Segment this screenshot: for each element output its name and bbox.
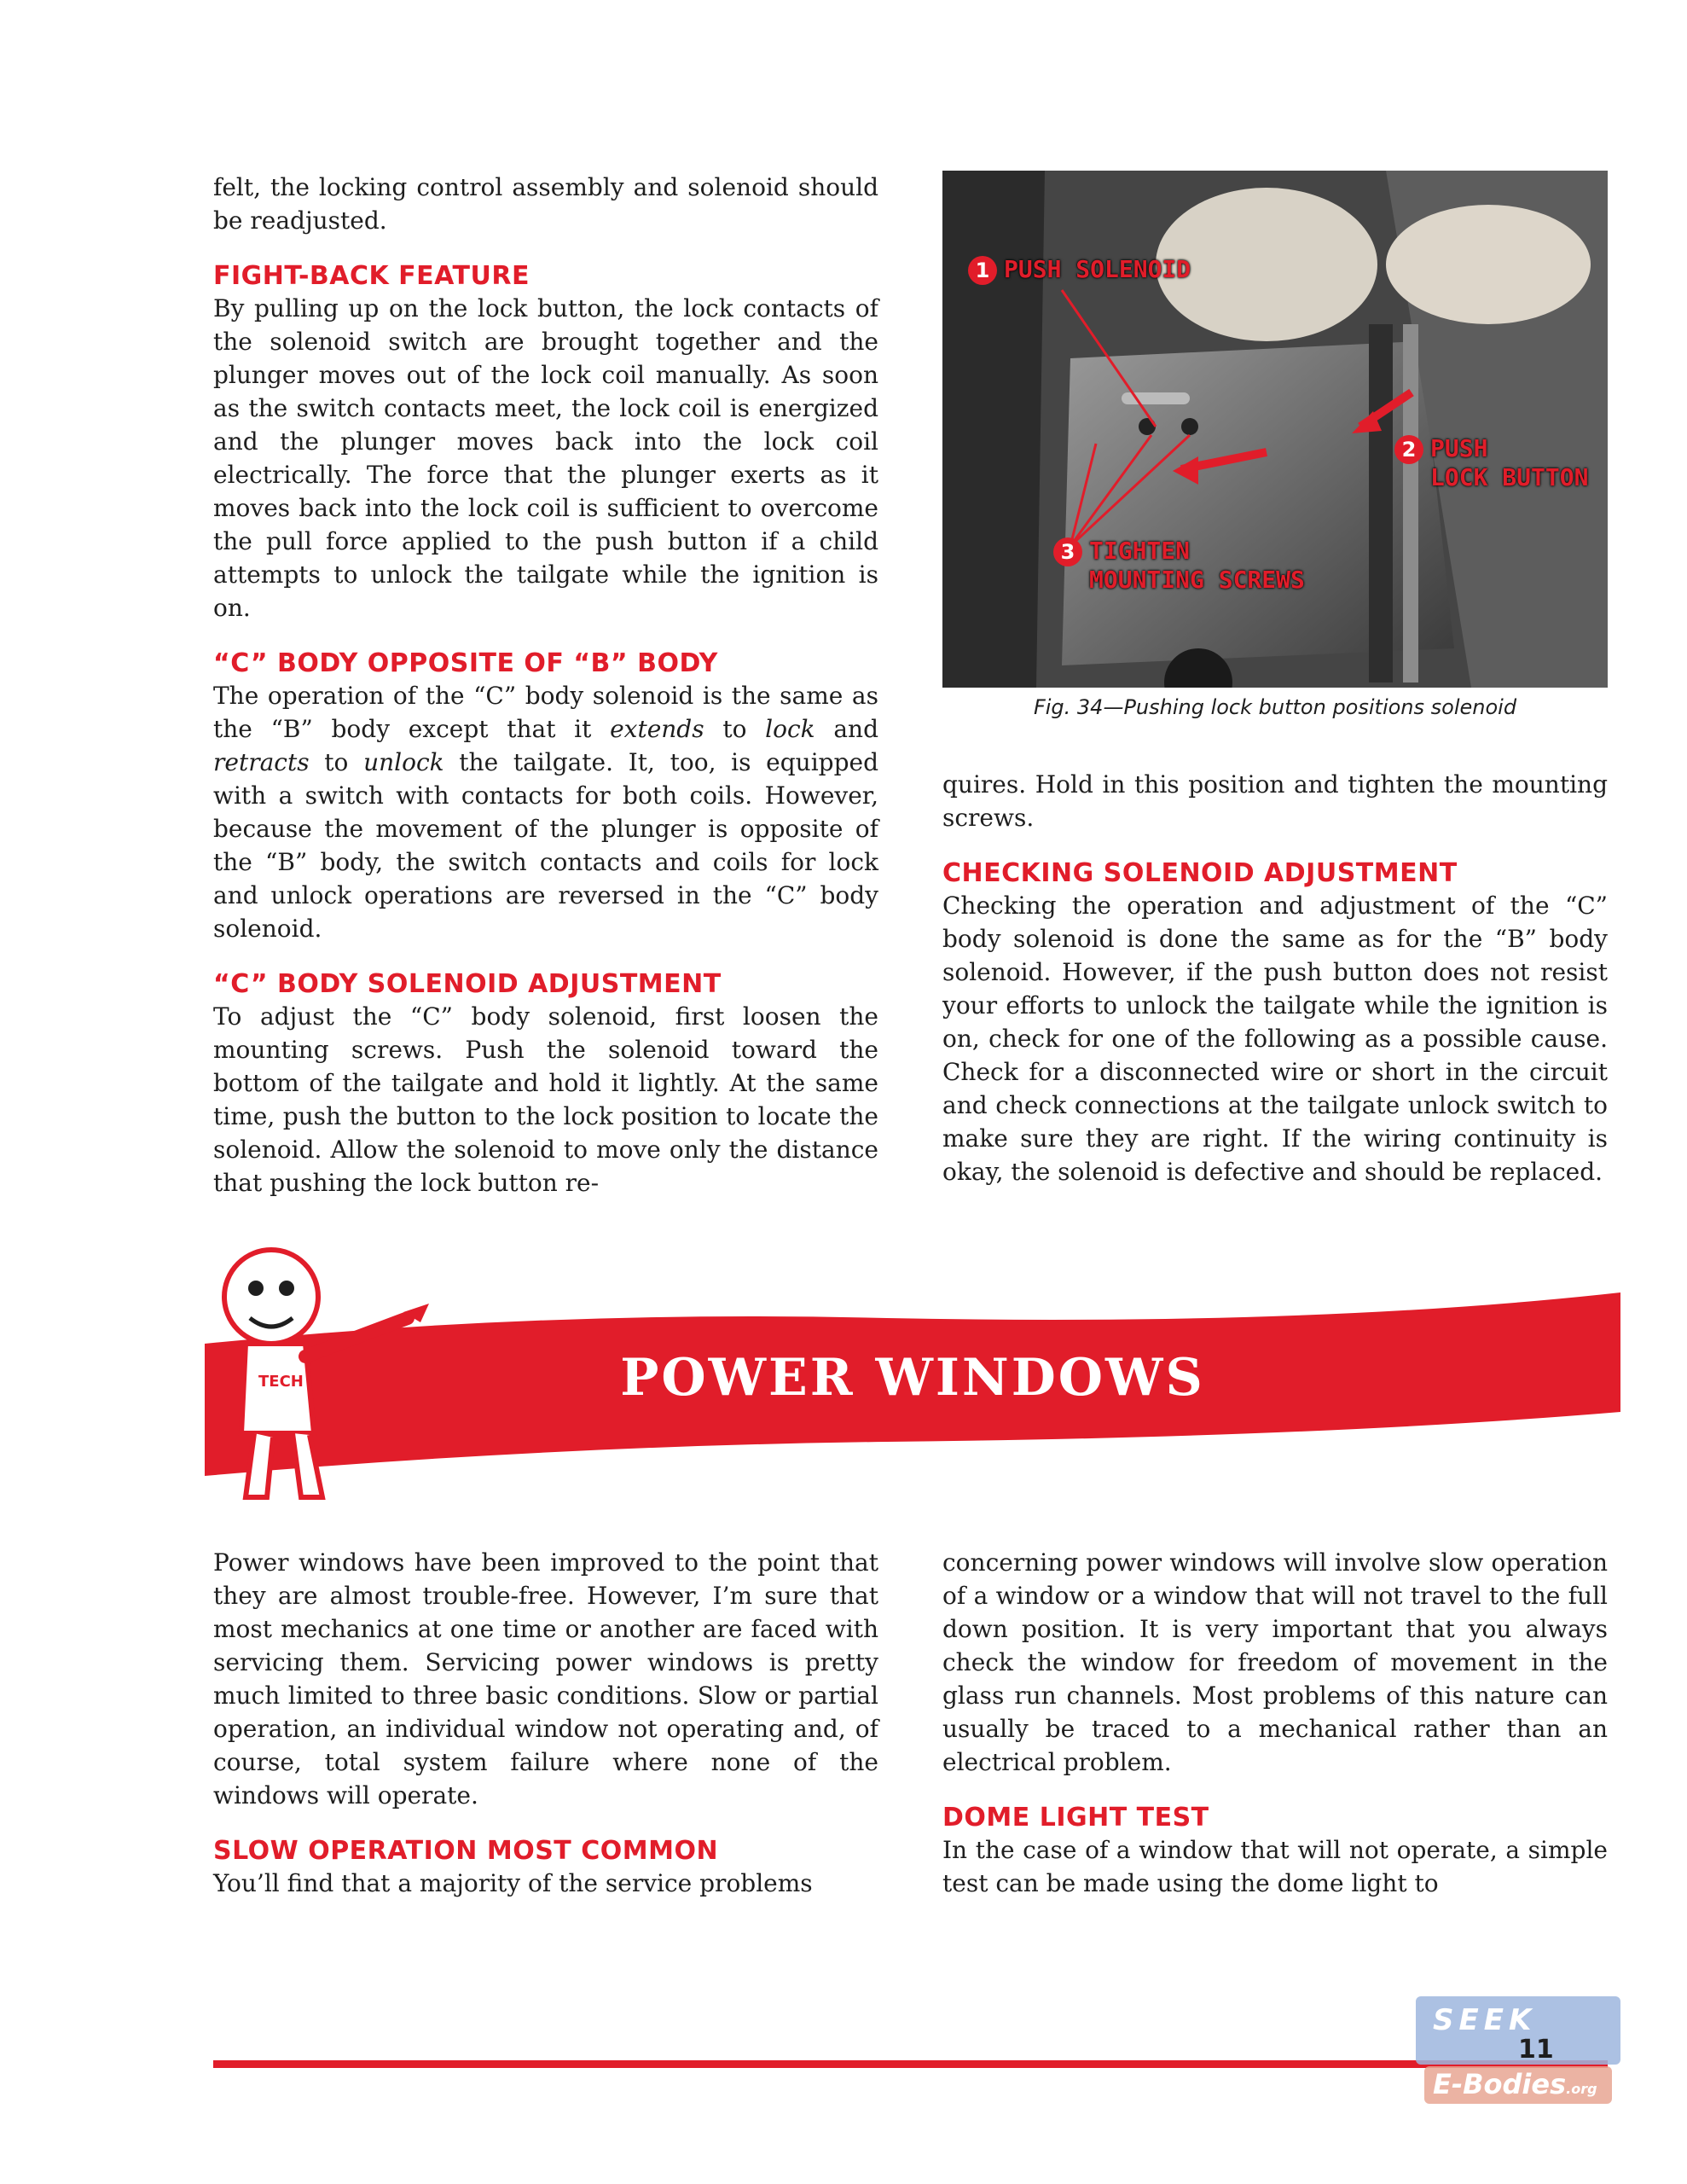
paragraph-checking-adjustment: Checking the operation and adjustment of the “C” body solenoid is done the same as for the “B” body solenoid. However, if the push button does not resist your efforts to unlock the tailgate while the ignition is on, check for one of the following as a possible cause. Check for a disconnected wire or short in the circuit and check connections at the tailgate unlock switch to make sure they are right. If the wiring continuity is okay, the solenoid is defective and should be replaced.	[942, 892, 1608, 1186]
heading-slow-operation: SLOW OPERATION MOST COMMON	[213, 1836, 719, 1866]
hand-right-icon	[1386, 205, 1591, 324]
watermark-text: E-Bodies.org	[1433, 2068, 1597, 2100]
reddy-mascot-icon	[194, 1237, 450, 1510]
svg-text:TECH: TECH	[258, 1373, 304, 1391]
heading-dome-light-test: DOME LIGHT TEST	[942, 1803, 1209, 1833]
figure-photo	[942, 171, 1608, 688]
paragraph-intro: felt, the locking control assembly and solenoid should be readjusted.	[213, 173, 878, 235]
left-column-bottom	[213, 1546, 878, 1900]
paragraph-power-windows-intro: Power windows have been improved to the point that they are almost trouble-free. However, I’m sure that most mechanics at one time or another are faced with servicing them. Servicing power windows is pretty much limited to three basic conditions. Slow or partial operation, an individual window not operating and, of course, total system failure where none of the windows will operate.	[213, 1548, 878, 1809]
paragraph-slow-operation: You’ll find that a majority of the service problems	[213, 1869, 813, 1897]
paragraph-c-body-adjustment: To adjust the “C” body solenoid, first loosen the mounting screws. Push the solenoid toward the bottom of the tailgate and hold it lightly. At the same time, push the button to the lock position to locate the solenoid. Allow the solenoid to move only the distance that pushing the lock button re-	[213, 1002, 878, 1197]
heading-fight-back: FIGHT-BACK FEATURE	[213, 261, 530, 291]
paragraph-fight-back: By pulling up on the lock button, the lock contacts of the solenoid switch are brought together and the plunger moves out of the lock coil manually. As soon as the switch contacts meet, the lock coil is energized and the plunger moves back into the lock coil electrically. The force that the plunger exerts as it moves back into the lock coil is sufficient to overcome the pull force applied to the push button if a child attempts to unlock the tailgate while the ignition is on.	[213, 294, 878, 622]
paragraph-quires: quires. Hold in this position and tighten the mounting screws.	[942, 770, 1608, 832]
page-badge	[1416, 1988, 1629, 2107]
page-number: 11	[1518, 2035, 1554, 2065]
paragraph-concerning: concerning power windows will involve slow operation of a window or a window that will not travel to the full down position. It is very important that you always check the window for freedom of movement in the glass run channels. Most problems of this nature can usually be traced to a mechanical rather than an electrical problem.	[942, 1548, 1608, 1776]
paragraph-dome-light-test: In the case of a window that will not operate, a simple test can be made using the dome light to	[942, 1836, 1608, 1897]
footer-rule	[213, 2060, 1608, 2068]
heading-c-body-opposite: “C” BODY OPPOSITE OF “B” BODY	[213, 648, 718, 678]
heading-c-body-adjustment: “C” BODY SOLENOID ADJUSTMENT	[213, 969, 722, 999]
paragraph-c-body-opposite: The operation of the “C” body solenoid is the same as the “B” body except that it extends to lock and retracts to unlock the tailgate. It, too, is equipped with a switch with contacts for both coils. However, because the movement of the plunger is opposite of the “B” body, the switch contacts and coils for lock and unlock operations are reversed in the “C” body solenoid.	[213, 682, 878, 943]
left-column-top	[213, 171, 878, 1199]
figure-caption: Fig. 34—Pushing lock button positions solenoid	[1033, 695, 1517, 719]
heading-checking-adjustment: CHECKING SOLENOID ADJUSTMENT	[942, 858, 1458, 888]
banner-title: POWER WINDOWS	[620, 1348, 1205, 1408]
callout-push-solenoid: 1 PUSH SOLENOID	[968, 256, 1191, 285]
callout-tighten-screws: 3 TIGHTEN MOUNTING SCREWS	[1053, 537, 1305, 594]
right-column-top	[942, 768, 1608, 1188]
badge-seek: SEEK	[1433, 2003, 1537, 2037]
photo-illustration	[942, 171, 1608, 688]
callout-push-lock-button: 2 PUSH LOCK BUTTON	[1394, 435, 1588, 491]
right-column-bottom	[942, 1546, 1608, 1900]
